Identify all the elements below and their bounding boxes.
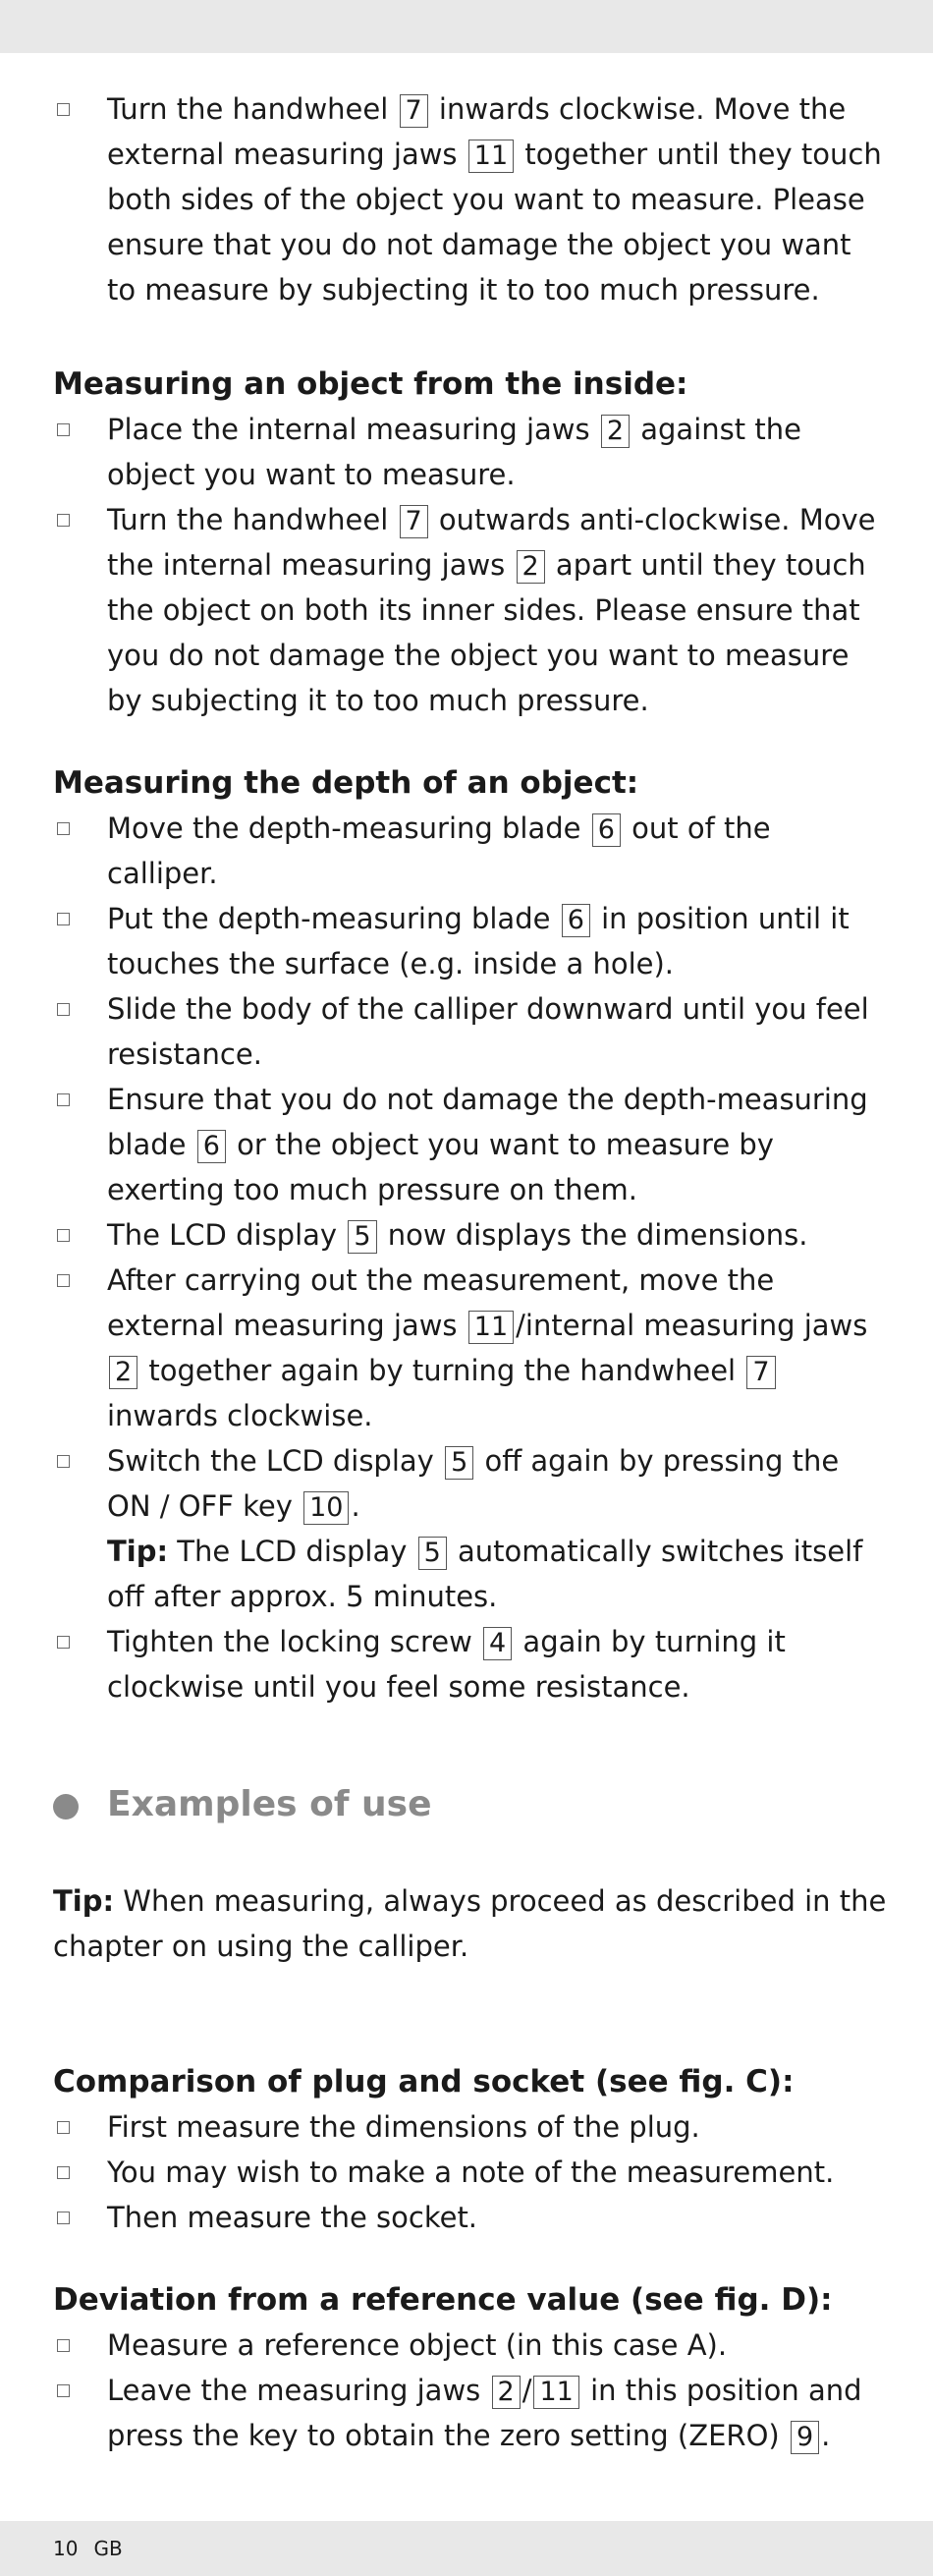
item-text: together again by turning the handwheel: [148, 1354, 737, 1387]
ref-number: 2: [601, 415, 630, 448]
bottom-band: [0, 2521, 933, 2576]
item-text: Turn the handwheel: [107, 92, 389, 126]
tip-text: The LCD display: [177, 1535, 408, 1568]
list-item: [53, 2150, 888, 2195]
item-text: After carrying out the measurement, move the external measuring jaws: [107, 1263, 775, 1342]
tip-paragraph: [53, 1878, 888, 1969]
item-text: Slide the body of the calliper downward until you feel resistance.: [107, 992, 869, 1071]
item-text: Switch the LCD display: [107, 1444, 434, 1478]
checkbox-bullet-icon: [57, 2121, 70, 2134]
checkbox-bullet-icon: [57, 913, 70, 925]
section-heading: Comparison of plug and socket (see fig. C):: [53, 2064, 795, 2100]
item-text: Put the depth-measuring blade: [107, 902, 551, 935]
checkbox-bullet-icon: [57, 1093, 70, 1106]
list-item: [53, 1258, 888, 1438]
checkbox-bullet-icon: [57, 514, 70, 527]
item-text: Move the depth-measuring blade: [107, 812, 581, 845]
item-text: in this position and press the key to obtain the zero setting (ZERO): [107, 2374, 862, 2452]
item-text: off again by pressing the ON / OFF key: [107, 1444, 840, 1523]
list-item: [53, 1619, 888, 1709]
tip-label: Tip:: [107, 1535, 169, 1568]
list-item: [53, 2368, 888, 2458]
list-item: [53, 2195, 888, 2240]
tip-text: automatically switches itself off after approx. 5 minutes.: [107, 1535, 863, 1613]
ref-number: 6: [592, 813, 621, 847]
item-text: in position until it touches the surface (e.g. inside a hole).: [107, 902, 850, 980]
ref-number: 6: [197, 1130, 226, 1163]
checkbox-bullet-icon: [57, 822, 70, 835]
bullet-dot-icon: [53, 1794, 79, 1820]
item-text: Place the internal measuring jaws: [107, 413, 590, 446]
item-text: apart until they touch the object on both its inner sides. Please ensure that you do not damage the object you want to measure by subjecting it to too much pressure.: [107, 548, 866, 717]
checkbox-bullet-icon: [57, 423, 70, 436]
slash-separator: /: [521, 2374, 532, 2407]
page-number: 10: [53, 2537, 79, 2560]
tip-label: Tip:: [53, 1884, 115, 1918]
ref-number: 2: [517, 550, 545, 584]
section-heading: Measuring the depth of an object:: [53, 765, 639, 801]
item-text: together until they touch both sides of the object you want to measure. Please ensure that you do not damage the object you want to measure by subjecting it to too much pressure.: [107, 138, 882, 307]
checkbox-bullet-icon: [57, 1003, 70, 1016]
ref-number: 2: [109, 1356, 137, 1389]
list-item: [53, 896, 888, 986]
top-band: [0, 0, 933, 53]
list-item: [53, 1212, 888, 1258]
item-text: outwards anti-clockwise. Move the internal measuring jaws: [107, 503, 876, 582]
checkbox-bullet-icon: [57, 2339, 70, 2352]
slash-separator: /: [516, 1309, 525, 1342]
checkbox-bullet-icon: [57, 103, 70, 116]
ref-number: 5: [418, 1537, 447, 1570]
section-title-text: Examples of use: [107, 1784, 432, 1824]
item-text: Then measure the socket.: [107, 2201, 478, 2234]
ref-number: 7: [400, 505, 428, 538]
checkbox-bullet-icon: [57, 2212, 70, 2224]
item-text: out of the calliper.: [107, 812, 771, 890]
checkbox-bullet-icon: [57, 2166, 70, 2179]
item-text: internal measuring jaws: [524, 1309, 868, 1342]
item-text: You may wish to make a note of the measurement.: [107, 2156, 835, 2189]
checkbox-bullet-icon: [57, 1274, 70, 1287]
item-text: again by turning it clockwise until you feel some resistance.: [107, 1625, 786, 1704]
ref-number: 10: [303, 1491, 349, 1525]
item-text: inwards clockwise.: [107, 1399, 373, 1432]
item-text: Measure a reference object (in this case A).: [107, 2328, 728, 2362]
list-item: [53, 2104, 888, 2150]
checkbox-bullet-icon: [57, 1636, 70, 1649]
list-item: [53, 2323, 888, 2368]
item-text: now displays the dimensions.: [387, 1218, 808, 1252]
checkbox-bullet-icon: [57, 2384, 70, 2397]
checkbox-bullet-icon: [57, 1455, 70, 1468]
item-text: Ensure that you do not damage the depth-measuring blade: [107, 1083, 868, 1161]
document-body: [53, 86, 888, 2458]
ref-number: 7: [746, 1356, 775, 1389]
item-text: The LCD display: [107, 1218, 338, 1252]
ref-number: 6: [562, 904, 590, 937]
ref-number: 11: [468, 140, 514, 173]
list-item: [53, 986, 888, 1077]
item-text: Turn the handwheel: [107, 503, 389, 536]
item-text: Leave the measuring jaws: [107, 2374, 481, 2407]
item-text: against the object you want to measure.: [107, 413, 801, 491]
ref-number: 11: [468, 1311, 514, 1344]
item-text: inwards clockwise. Move the external measuring jaws: [107, 92, 847, 171]
ref-number: 7: [400, 94, 428, 128]
ref-number: 5: [348, 1220, 376, 1254]
section-heading: Measuring an object from the inside:: [53, 366, 688, 402]
list-item: [53, 497, 888, 723]
item-text: Tighten the locking screw: [107, 1625, 472, 1658]
item-text: .: [351, 1489, 360, 1523]
item-text: or the object you want to measure by exerting too much pressure on them.: [107, 1128, 774, 1206]
ref-number: 5: [445, 1446, 473, 1480]
tip-text: When measuring, always proceed as described in the chapter on using the calliper.: [53, 1884, 887, 1963]
item-text: First measure the dimensions of the plug.: [107, 2110, 700, 2144]
page-footer: [53, 2527, 123, 2570]
ref-number: 11: [533, 2376, 578, 2409]
list-item: [53, 1077, 888, 1212]
ref-number: 2: [492, 2376, 521, 2409]
section-heading: Deviation from a reference value (see fig. D):: [53, 2282, 833, 2318]
language-code: GB: [93, 2537, 123, 2560]
list-item: [53, 407, 888, 497]
section-title: [53, 1780, 888, 1829]
list-item: [53, 1438, 888, 1619]
ref-number: 4: [483, 1627, 512, 1660]
list-item: [53, 86, 888, 312]
item-text: .: [821, 2419, 831, 2452]
checkbox-bullet-icon: [57, 1229, 70, 1242]
list-item: [53, 806, 888, 896]
ref-number: 9: [791, 2421, 819, 2454]
